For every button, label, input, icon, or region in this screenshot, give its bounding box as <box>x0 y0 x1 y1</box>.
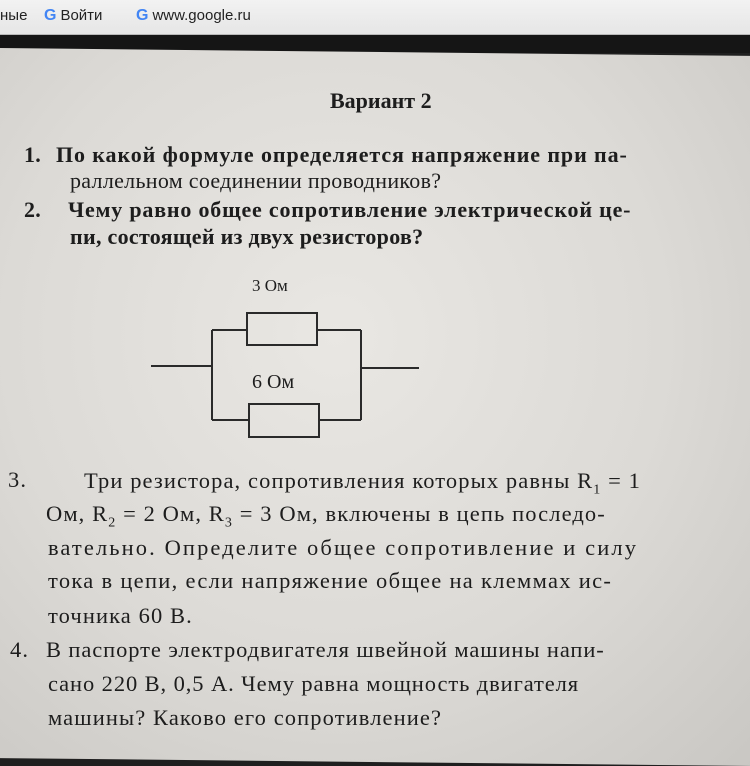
q3-line2: Ом, $R_2 = 2$ Ом, $R_3 = 3$ Ом, включены в цепь последо- <box>46 501 606 531</box>
q3-number: 3. <box>8 467 28 492</box>
resistor-label-6-ohm: 6 Ом <box>252 371 295 393</box>
q3-line3: вательно. Определите общее сопротивление и силу <box>48 535 639 560</box>
q1-line2: раллельном соединении проводников? <box>70 168 442 193</box>
q2-line1: Чему равно общее сопротивление электрической це- <box>68 197 632 222</box>
bookmark-login[interactable] <box>44 7 102 25</box>
bookmark-google-url: www.google.ru <box>152 7 251 24</box>
resistor-label-3-ohm: 3 Ом <box>252 276 288 295</box>
q3-line5: точника 60 В. <box>48 603 193 628</box>
q4-number: 4. <box>10 637 30 662</box>
q2-line2: пи, состоящей из двух резисторов? <box>70 224 424 249</box>
google-g-icon: G <box>44 7 57 24</box>
q3-line1: Три резистора, сопротивления которых равны $R_1 = 1$ <box>84 468 641 498</box>
q1-line1: По какой формуле определяется напряжение при па- <box>56 142 628 167</box>
q1 <box>24 142 41 168</box>
q4-line2: сано 220 В, 0,5 А. Чему равна мощность двигателя <box>48 671 579 696</box>
bookmark-google[interactable] <box>136 7 251 25</box>
resistor-6-ohm <box>249 404 319 437</box>
q2-number: 2. <box>24 197 42 222</box>
q1-number: 1. <box>24 142 42 167</box>
q3-line4: тока в цепи, если напряжение общее на клеммах ис- <box>48 568 613 593</box>
page-title: Вариант 2 <box>330 88 432 113</box>
bookmark-partial[interactable]: ные <box>0 7 28 24</box>
google-g-icon: G <box>136 7 149 24</box>
q4-line1: В паспорте электродвигателя швейной машины напи- <box>46 637 605 662</box>
bookmarks-bar <box>0 0 750 35</box>
resistor-3-ohm <box>247 313 317 345</box>
bookmark-login-label: Войти <box>60 7 103 24</box>
q4-line3: машины? Каково его сопротивление? <box>48 705 443 730</box>
